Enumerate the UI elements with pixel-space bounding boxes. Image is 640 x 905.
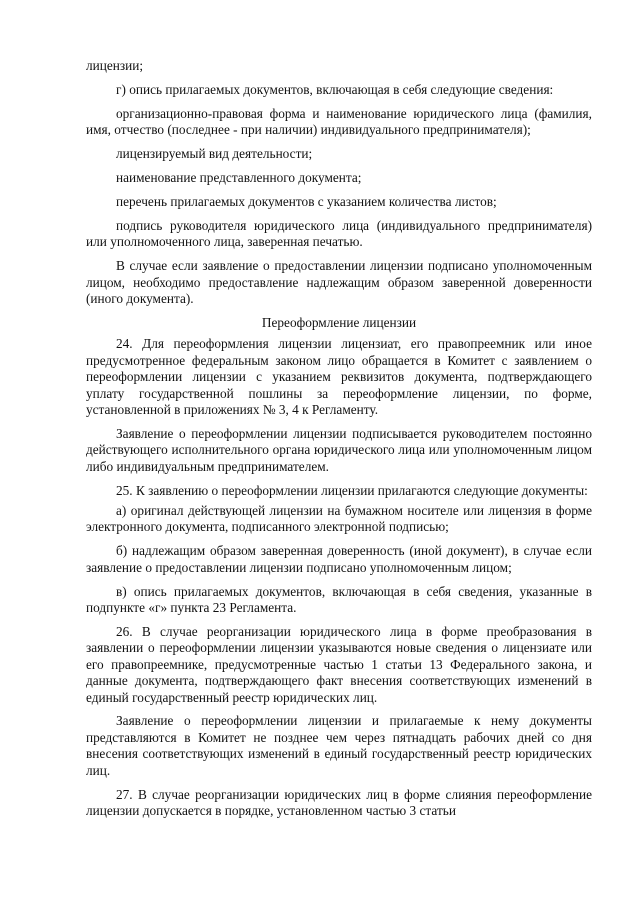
paragraph-item-26: 26. В случае реорганизации юридического лица в форме преобразования в заявлении о переоформлении лицензии указываются новые сведения о лицензиате или его правопреемнике, предусмотренные частью 1 статьи 13 Федерального закона, и данные документа, подтверждающего факт внесения соответствующих изменений в единый государственный реестр юридических лиц. bbox=[86, 623, 592, 705]
paragraph-item-27: 27. В случае реорганизации юридических лиц в форме слияния переоформление лицензии допускается в порядке, установленном частью 3 статьи bbox=[86, 786, 592, 818]
paragraph-activity: лицензируемый вид деятельности; bbox=[116, 146, 313, 162]
paragraph-item-25: 25. К заявлению о переоформлении лицензии прилагаются следующие документы: bbox=[116, 482, 588, 498]
paragraph-signature: подпись руководителя юридического лица (индивидуального предпринимателя) или уполномоченного лица, заверенная печатью. bbox=[86, 217, 592, 250]
paragraph-inventory-g: г) опись прилагаемых документов, включающая в себя следующие сведения: bbox=[116, 81, 554, 97]
document-page bbox=[86, 58, 592, 827]
paragraph-item-25-a: а) оригинал действующей лицензии на бумажном носителе или лицензия в форме электронного документа, подписанного электронной подписью; bbox=[86, 502, 592, 535]
paragraph-power-of-attorney: В случае если заявление о предоставлении лицензии подписано уполномоченным лицом, необходимо предоставление надлежащим образом заверенной доверенности (иного документа). bbox=[86, 258, 592, 306]
paragraph-item-25-v: в) опись прилагаемых документов, включающая в себя сведения, указанные в подпункте «г» пункта 23 Регламента. bbox=[86, 583, 592, 615]
paragraph-document-name: наименование представленного документа; bbox=[116, 170, 362, 186]
paragraph-license-end: лицензии; bbox=[86, 58, 144, 73]
paragraph-submission-deadline: Заявление о переоформлении лицензии и прилагаемые к нему документы представляются в Комитет не позднее чем через пятнадцать рабочих дней со дня внесения соответствующих изменений в единый государственный реестр юридических лиц. bbox=[86, 713, 592, 778]
paragraph-document-list: перечень прилагаемых документов с указанием количества листов; bbox=[116, 193, 497, 209]
paragraph-legal-form: организационно-правовая форма и наименование юридического лица (фамилия, имя, отчество (последнее - при наличии) индивидуального предпринимателя); bbox=[86, 105, 592, 138]
paragraph-item-24: 24. Для переоформления лицензии лицензиат, его правопреемник или иное предусмотренное федеральным законом лицо обращается в Комитет с заявлением о переоформлении лицензии с указанием реквизитов документа, подтверждающего уплату государственной пошлины за переоформление лицензии, по форме, установленной в приложениях № 3, 4 к Регламенту. bbox=[86, 336, 592, 417]
section-heading-reissue: Переоформление лицензии bbox=[261, 314, 417, 330]
paragraph-item-25-b: б) надлежащим образом заверенная доверенность (иной документ), в случае если заявление о предоставлении лицензии подписано уполномоченным лицом; bbox=[86, 543, 592, 575]
paragraph-application-signed: Заявление о переоформлении лицензии подписывается руководителем постоянно действующего исполнительного органа юридического лица или уполномоченным лицом либо индивидуальным предпринимателем. bbox=[86, 425, 592, 474]
